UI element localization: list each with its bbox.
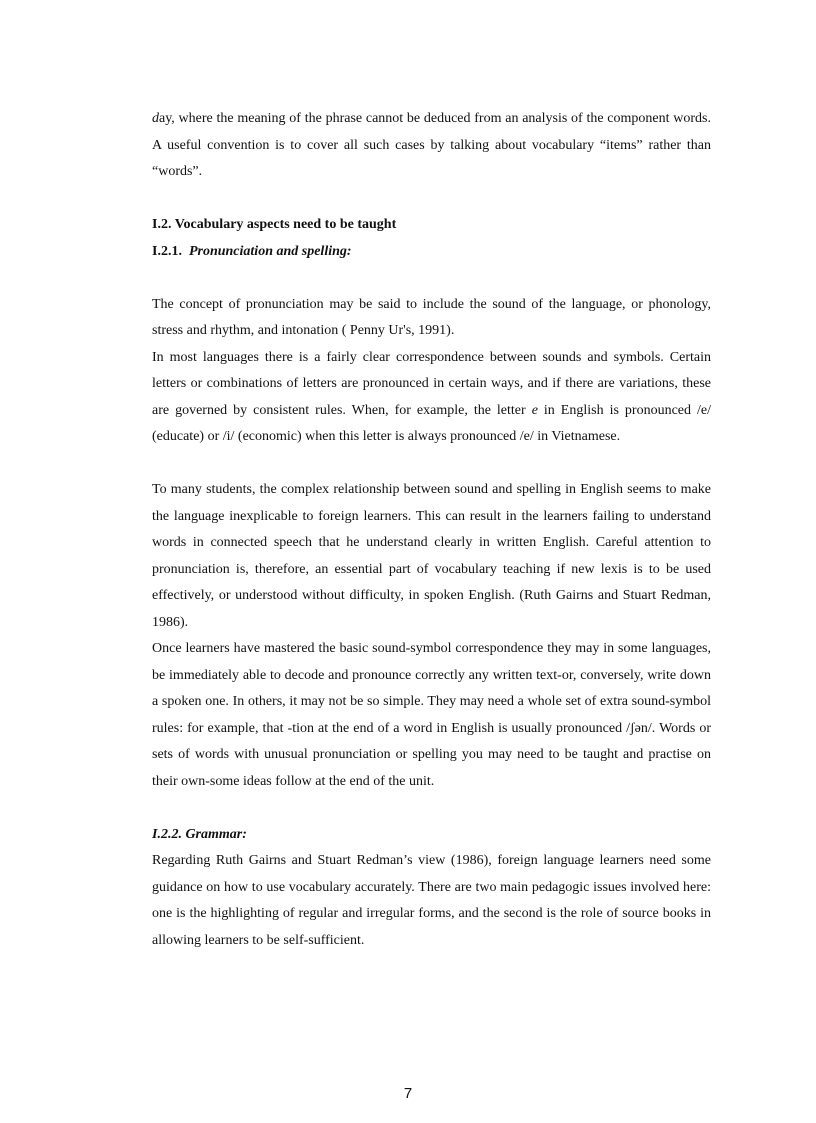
page-body	[152, 106, 711, 954]
p2-before: In most languages there is a fairly clear correspondence between sounds and symbols. Certain letters or combinations of letters are pronounced in certain ways, and if there are variations, these are governed by consistent rules. When, for example, the letter	[152, 349, 711, 418]
p2-after: in English is pronounced /e/ (educate) or /i/ (economic) when this letter is always pronounced /e/ in Vietnamese.	[152, 402, 712, 444]
page-number: 7	[403, 1085, 413, 1102]
pronunciation-paragraph-1: The concept of pronunciation may be said to include the sound of the language, or phonology, stress and rhythm, and intonation ( Penny Ur's, 1991).	[152, 296, 711, 338]
grammar-heading: I.2.2. Grammar:	[152, 826, 247, 842]
p2-letter: e	[531, 402, 538, 418]
subsection-title: Pronunciation and spelling:	[188, 243, 352, 259]
subsection-heading	[152, 239, 711, 266]
section-heading: I.2. Vocabulary aspects need to be taught	[152, 217, 397, 232]
pronunciation-paragraph-3: To many students, the complex relationship between sound and spelling in English seems to make the language inexplicable to foreign learners. This can result in the learners failing to understand words in connected speech that he understand clearly in written English. Careful attention to pronunciation is, therefore, an essential part of vocabulary teaching if new lexis is to be used effectively, or understood without difficulty, in spoken English. (Ruth Gairns and Stuart Redman, 1986).	[152, 482, 711, 630]
intro-first-letter: d	[152, 111, 159, 126]
intro-paragraph	[152, 106, 711, 186]
intro-text: ay, where the meaning of the phrase cannot be deduced from an analysis of the component words. A useful convention is to cover all such cases by talking about vocabulary “items” rather than “words”.	[152, 111, 711, 179]
subsection-number: I.2.1.	[152, 243, 182, 259]
pronunciation-paragraph-4: Once learners have mastered the basic sound-symbol correspondence they may in some languages, be immediately able to decode and pronounce correctly any written text-or, conversely, write down a spoken one. In others, it may not be so simple. They may need a whole set of extra sound-symbol rules: for example, that -tion at the end of a word in English is usually pronounced /ʃən/. Words or sets of words with unusual pronunciation or spelling you may need to be taught and practise on their own-some ideas follow at the end of the unit.	[152, 641, 711, 789]
pronunciation-paragraph-2	[152, 345, 711, 451]
grammar-paragraph-1: Regarding Ruth Gairns and Stuart Redman’s view (1986), foreign language learners need some guidance on how to use vocabulary accurately. There are two main pedagogic issues involved here: one is the highlighting of regular and irregular forms, and the second is the role of source books in allowing learners to be self-sufficient.	[152, 853, 711, 948]
